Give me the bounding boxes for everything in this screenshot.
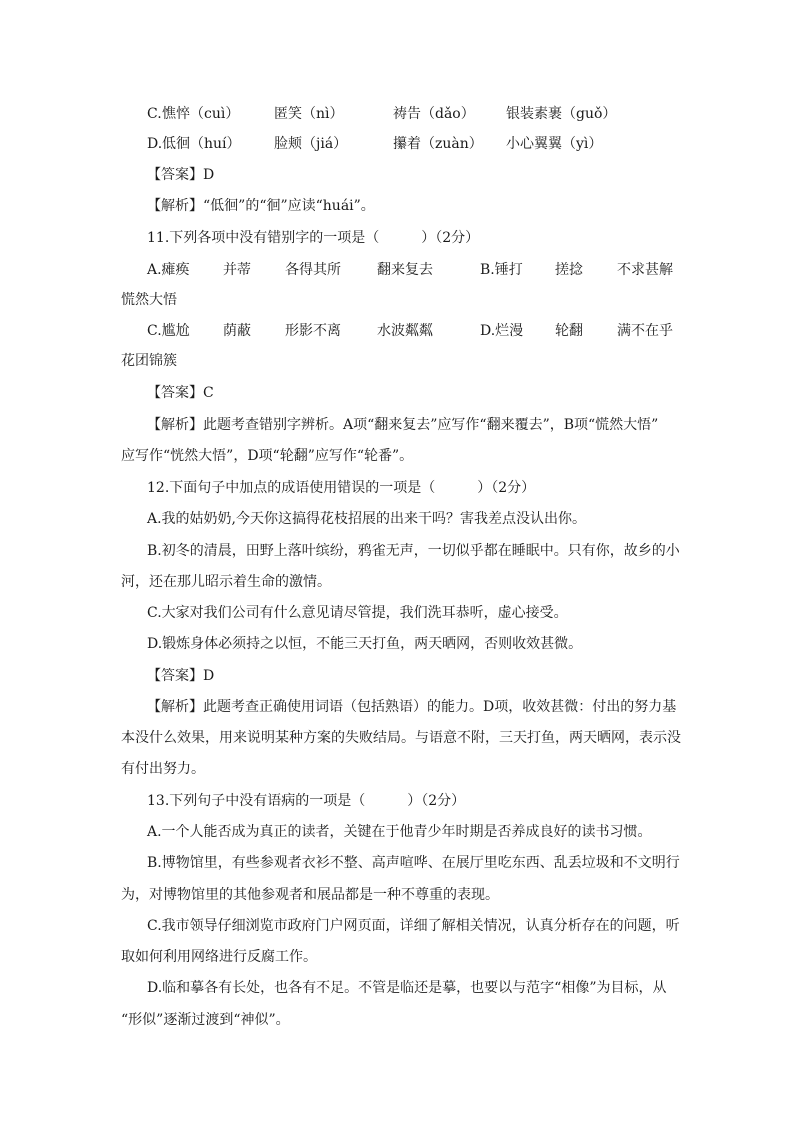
q11-option-word: 形影不离 [285, 323, 341, 339]
q12-analysis: 【解析】此题考查正确使用词语（包括熟语）的能力。D项，收效甚微：付出的努力基 [147, 699, 677, 715]
q11-option-word: 翻来复去 [377, 262, 433, 278]
q12-stem: 12.下面句子中加点的成语使用错误的一项是（ ）（2分） [147, 480, 536, 496]
q10-option-c-item: 银装素裹（guǒ） [506, 106, 617, 122]
q10-option-c-item: 匿笑（nì） [274, 106, 344, 122]
q10-option-c-item: 祷告（dǎo） [393, 106, 475, 122]
q13-stem: 13.下列句子中没有语病的一项是（ ）（2分） [147, 793, 466, 809]
q11-option-word: 水波粼粼 [377, 323, 433, 339]
q13-option-c-cont: 取如何利用网络进行反腐工作。 [121, 949, 317, 965]
q13-option-d: D.临和摹各有长处，也各有不足。不管是临还是摹，也要以与范字“相像”为目标，从 [147, 980, 667, 996]
q11-option-word: 搓捻 [555, 262, 583, 278]
q11-option-word: 并蒂 [223, 262, 251, 278]
q11-row2-continuation: 花团锦簇 [121, 353, 177, 369]
q10-analysis: 【解析】“低徊”的“徊”应读“huái”。 [147, 198, 375, 214]
q11-option-word: 不求甚解 [617, 262, 673, 278]
q10-option-d-letter: D. [147, 136, 163, 152]
q11-analysis: 【解析】此题考查错别字辨析。A项“翻来复去”应写作“翻来覆去”，B项“慌然大悟” [147, 417, 659, 433]
q10-option-d-item: 小心翼翼（yì） [506, 136, 603, 152]
q11-stem: 11.下列各项中没有错别字的一项是（ ）（2分） [147, 230, 480, 246]
q11-option-word: 荫蔽 [223, 323, 251, 339]
q11-option-word: 满不在乎 [617, 323, 673, 339]
q11-option-word: 各得其所 [285, 262, 341, 278]
q12-option-a: A.我的姑奶奶,今天你这搞得花枝招展的出来干吗？害我差点没认出你。 [147, 511, 587, 527]
q12-option-b-cont: 河，还在那儿昭示着生命的激情。 [121, 574, 331, 590]
q10-option-c-letter: C. [147, 106, 162, 122]
q13-option-a: A.一个人能否成为真正的读者，关键在于他青少年时期是否养成良好的读书习惯。 [147, 824, 652, 840]
q11-option-word: C.尴尬 [147, 323, 190, 339]
q11-option-word: D.烂漫 [480, 323, 524, 339]
q13-option-c: C.我市领导仔细浏览市政府门户网页面，详细了解相关情况，认真分析存在的问题，听 [147, 918, 680, 934]
q11-option-word: A.瘫痪 [147, 262, 190, 278]
q10-option-d-item: 低徊（huí） [162, 136, 241, 152]
q10-option-d-item: 攥着（zuàn） [393, 136, 483, 152]
q13-option-b: B.博物馆里，有些参观者衣衫不整、高声喧哗、在展厅里吃东西、乱丢垃圾和不文明行 [147, 855, 680, 871]
q12-option-d: D.锻炼身体必须持之以恒，不能三天打鱼，两天晒网，否则收效甚微。 [147, 636, 583, 652]
q10-answer: 【答案】D [147, 167, 215, 183]
q12-option-c: C.大家对我们公司有什么意见请尽管提，我们洗耳恭听，虚心接受。 [147, 605, 568, 621]
q11-analysis-cont: 应写作“恍然大悟”，D项“轮翻”应写作“轮番”。 [121, 448, 414, 464]
q11-option-word: B.锤打 [480, 262, 523, 278]
q11-row1-continuation: 慌然大悟 [121, 292, 177, 308]
q10-option-d-item: 脸颊（jiá） [274, 136, 348, 152]
q12-analysis-cont: 有付出努力。 [121, 761, 205, 777]
q13-option-d-cont: “形似”逐渐过渡到“神似”。 [121, 1012, 290, 1028]
q12-analysis-cont: 本没什么效果，用来说明某种方案的失败结局。与语意不附，三天打鱼，两天晒网，表示没 [121, 730, 681, 746]
q10-option-c-item: 憔悴（cuì） [162, 106, 240, 122]
q12-answer: 【答案】D [147, 668, 215, 684]
q11-option-word: 轮翻 [555, 323, 583, 339]
q13-option-b-cont: 为，对博物馆里的其他参观者和展品都是一种不尊重的表现。 [121, 887, 499, 903]
q12-option-b: B.初冬的清晨，田野上落叶缤纷，鸦雀无声，一切似乎都在睡眠中。只有你，故乡的小 [147, 543, 680, 559]
q11-answer: 【答案】C [147, 385, 214, 401]
